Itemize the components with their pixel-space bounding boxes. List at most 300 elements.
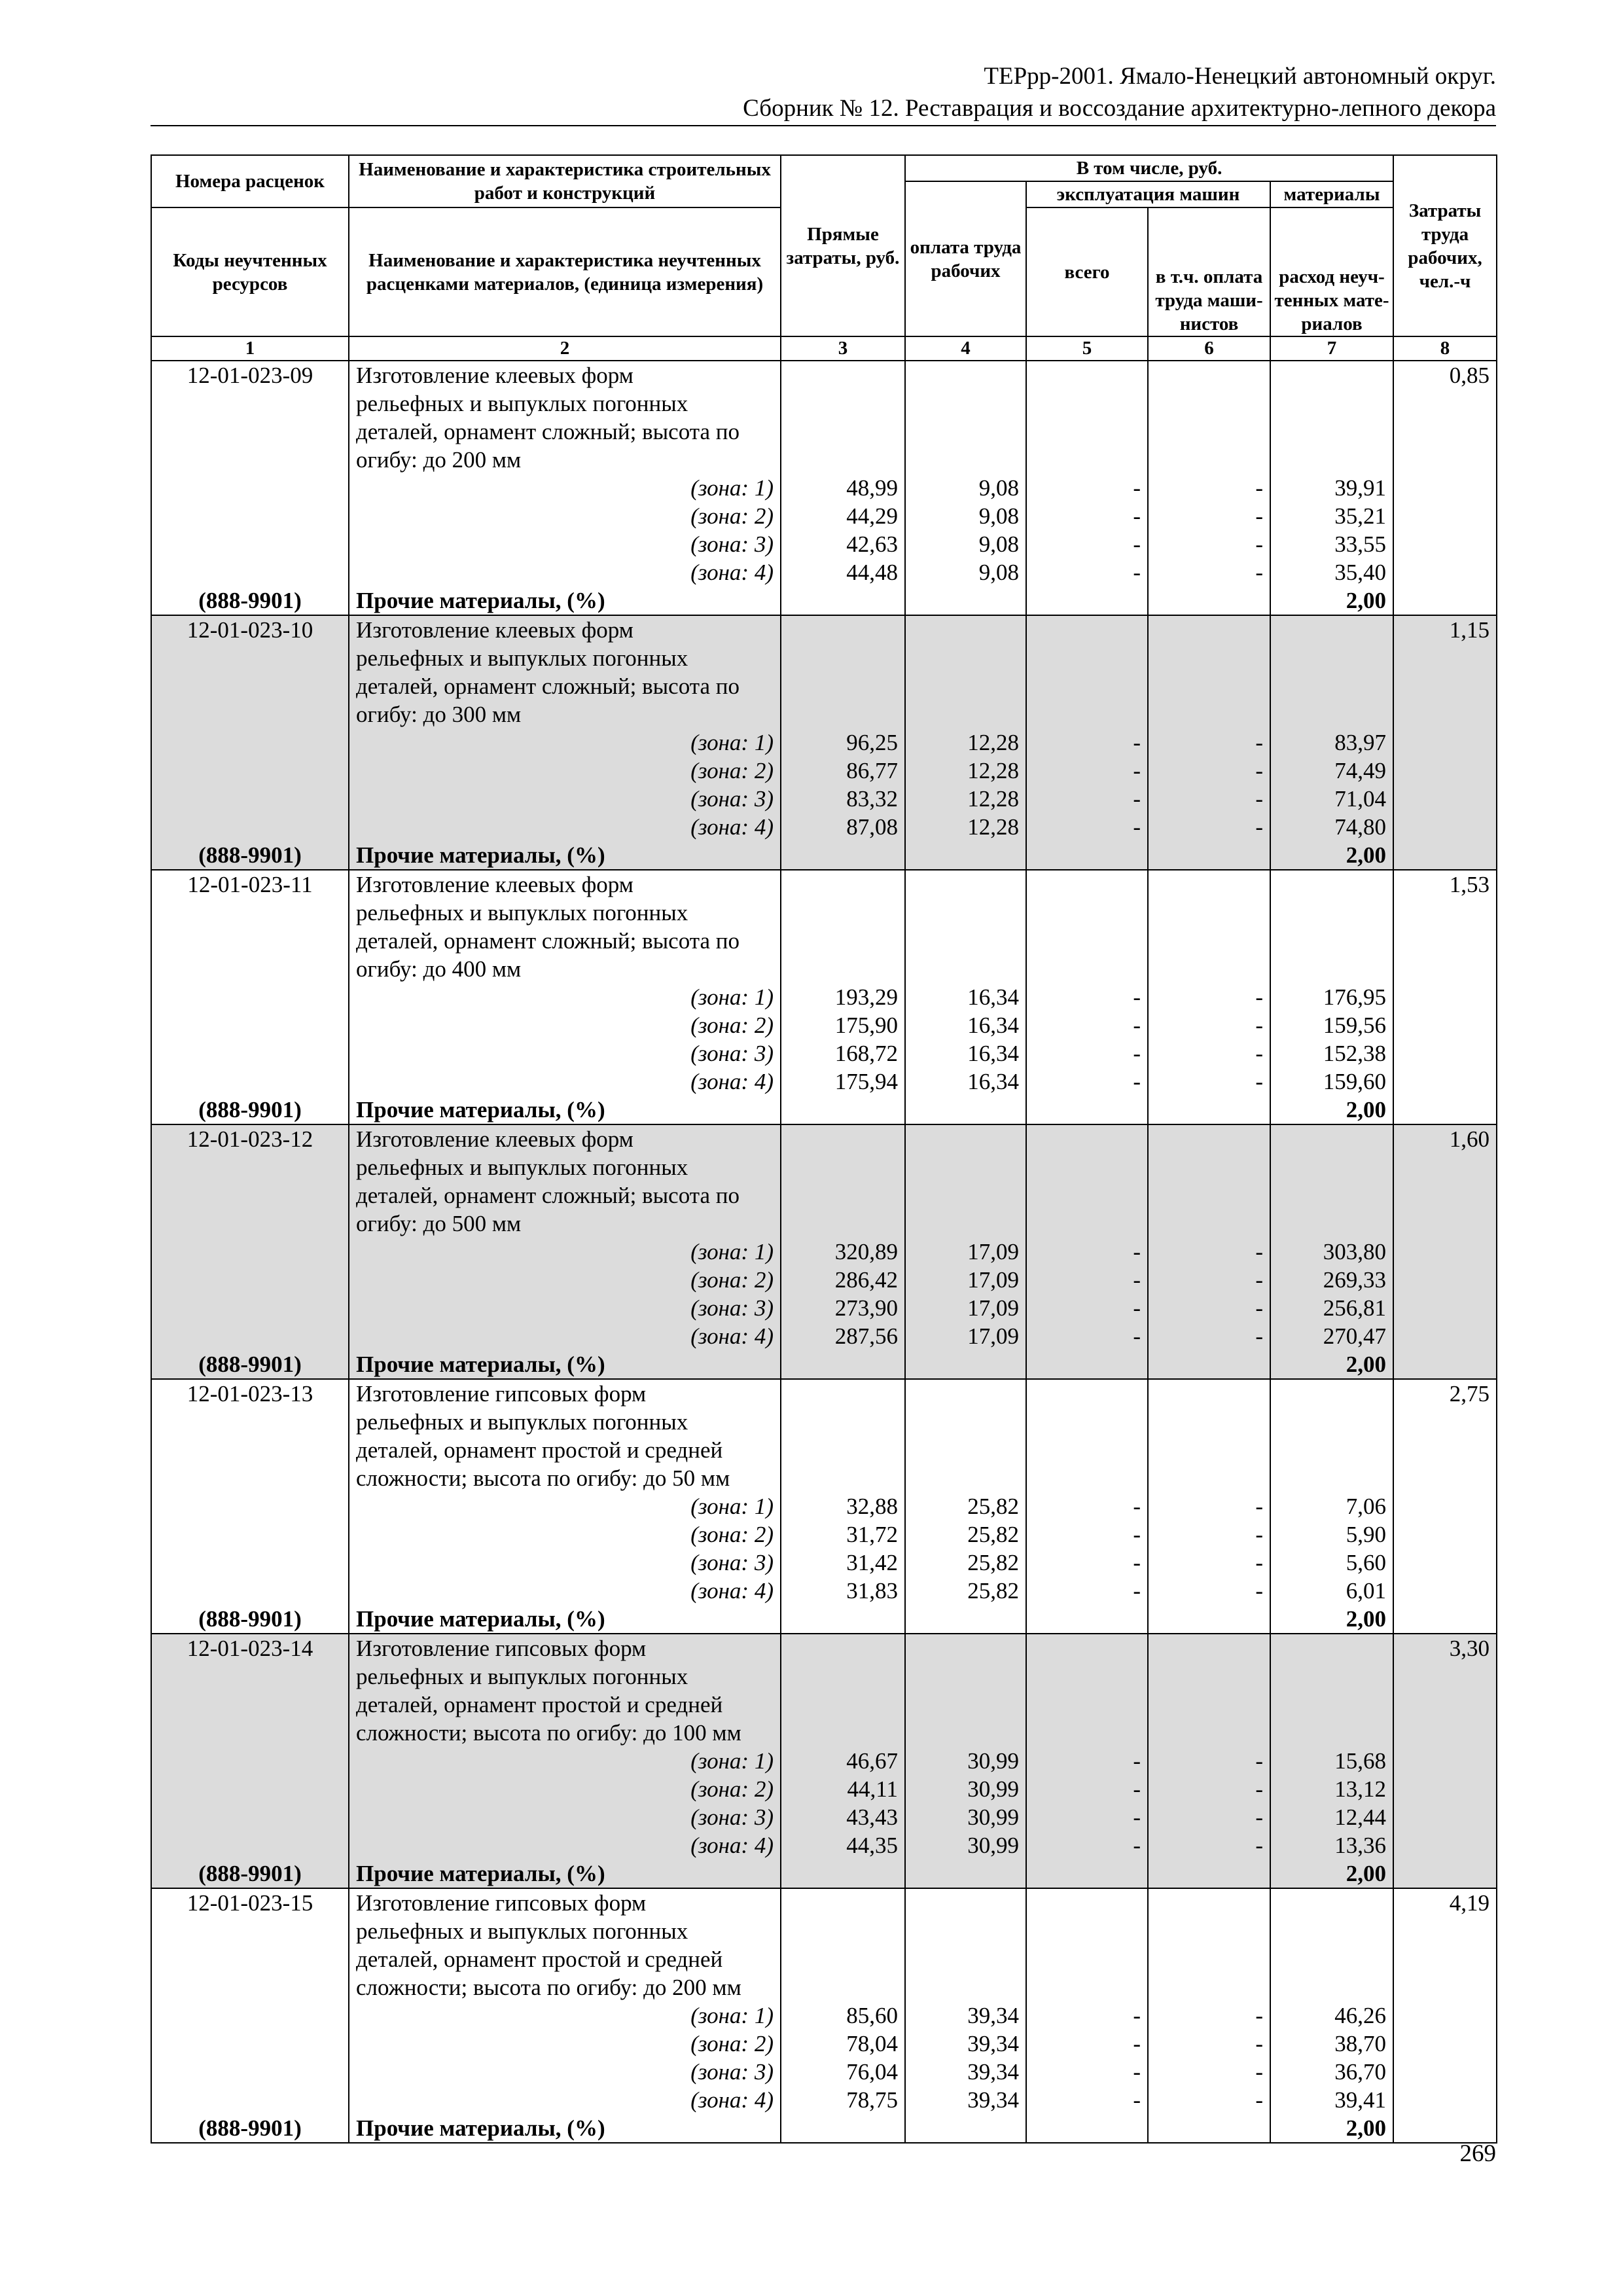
zone-row <box>151 1266 1497 1294</box>
empty-cell <box>1026 1096 1148 1124</box>
empty-cell <box>151 1039 349 1067</box>
table-row <box>151 1634 1497 1662</box>
empty-cell <box>1026 1662 1148 1691</box>
labor-pay: 39,34 <box>905 2058 1026 2086</box>
direct-costs: 44,29 <box>781 502 905 530</box>
rate-code: 12-01-023-12 <box>151 1124 349 1153</box>
resource-code: (888-9901) <box>151 1096 349 1124</box>
machinist-pay: - <box>1148 2030 1270 2058</box>
empty-cell <box>1393 1153 1497 1181</box>
column-number: 1 <box>151 336 349 361</box>
empty-cell <box>151 1577 349 1605</box>
empty-cell <box>1393 1096 1497 1124</box>
empty-cell <box>905 1210 1026 1238</box>
machinist-pay: - <box>1148 1747 1270 1775</box>
table-row <box>151 870 1497 899</box>
materials-cost: 6,01 <box>1270 1577 1393 1605</box>
direct-costs: 46,67 <box>781 1747 905 1775</box>
empty-cell <box>1270 1379 1393 1408</box>
empty-cell <box>1026 1181 1148 1210</box>
empty-cell <box>1270 1917 1393 1945</box>
table-row <box>151 955 1497 983</box>
resource-code: (888-9901) <box>151 1859 349 1888</box>
empty-cell <box>151 474 349 502</box>
empty-cell <box>151 1691 349 1719</box>
empty-cell <box>1270 955 1393 983</box>
rate-code: 12-01-023-11 <box>151 870 349 899</box>
empty-cell <box>1148 418 1270 446</box>
empty-cell <box>1393 2086 1497 2114</box>
resource-code: (888-9901) <box>151 841 349 870</box>
machinist-pay: - <box>1148 1294 1270 1322</box>
header-direct-costs: Прямые затраты, руб. <box>781 155 905 336</box>
empty-cell <box>1026 1124 1148 1153</box>
empty-cell <box>1026 1436 1148 1464</box>
direct-costs: 96,25 <box>781 728 905 757</box>
zone-row <box>151 1294 1497 1322</box>
empty-cell <box>1393 586 1497 615</box>
empty-cell <box>1148 361 1270 389</box>
zone-row <box>151 1322 1497 1350</box>
header-machines-total: всего <box>1026 207 1148 336</box>
header-resource-codes: Коды неучтенных ресурсов <box>151 207 349 336</box>
machinist-pay: - <box>1148 474 1270 502</box>
empty-cell <box>1393 1775 1497 1803</box>
machines-total: - <box>1026 1039 1148 1067</box>
empty-cell <box>781 1859 905 1888</box>
zone-label: (зона: 3) <box>349 2058 781 2086</box>
machines-total: - <box>1026 1747 1148 1775</box>
empty-cell <box>905 586 1026 615</box>
table-header <box>151 155 1497 361</box>
empty-cell <box>1393 1181 1497 1210</box>
table-row <box>151 1945 1497 1973</box>
zone-label: (зона: 3) <box>349 530 781 558</box>
labor-pay: 17,09 <box>905 1266 1026 1294</box>
direct-costs: 175,90 <box>781 1011 905 1039</box>
empty-cell <box>151 927 349 955</box>
empty-cell <box>1148 899 1270 927</box>
labor-pay: 9,08 <box>905 558 1026 586</box>
empty-cell <box>1026 899 1148 927</box>
empty-cell <box>1393 502 1497 530</box>
empty-cell <box>781 1153 905 1181</box>
empty-cell <box>1393 1945 1497 1973</box>
empty-cell <box>151 389 349 418</box>
work-description-line: рельефных и выпуклых погонных <box>349 644 781 672</box>
empty-cell <box>781 700 905 728</box>
table-row <box>151 1210 1497 1238</box>
work-description-line: Изготовление клеевых форм <box>349 870 781 899</box>
empty-cell <box>151 558 349 586</box>
empty-cell <box>151 955 349 983</box>
machines-total: - <box>1026 1266 1148 1294</box>
empty-cell <box>1393 1973 1497 2001</box>
empty-cell <box>1026 1691 1148 1719</box>
work-description-line: Изготовление гипсовых форм <box>349 1379 781 1408</box>
materials-cost: 35,40 <box>1270 558 1393 586</box>
direct-costs: 44,35 <box>781 1831 905 1859</box>
empty-cell <box>905 446 1026 474</box>
zone-label: (зона: 4) <box>349 813 781 841</box>
materials-cost: 46,26 <box>1270 2001 1393 2030</box>
empty-cell <box>905 927 1026 955</box>
resource-row <box>151 2114 1497 2143</box>
running-header <box>151 60 1496 124</box>
empty-cell <box>781 870 905 899</box>
empty-cell <box>151 1464 349 1492</box>
labor-pay: 16,34 <box>905 983 1026 1011</box>
machinist-pay: - <box>1148 1266 1270 1294</box>
machinist-pay: - <box>1148 1549 1270 1577</box>
machines-total: - <box>1026 474 1148 502</box>
labor-pay: 25,82 <box>905 1492 1026 1520</box>
empty-cell <box>151 1294 349 1322</box>
table-row <box>151 1888 1497 1917</box>
rate-code: 12-01-023-10 <box>151 615 349 644</box>
empty-cell <box>151 418 349 446</box>
table-row <box>151 615 1497 644</box>
direct-costs: 43,43 <box>781 1803 905 1831</box>
empty-cell <box>905 955 1026 983</box>
empty-cell <box>1148 2114 1270 2143</box>
empty-cell <box>905 1350 1026 1379</box>
empty-cell <box>1026 418 1148 446</box>
empty-cell <box>1148 615 1270 644</box>
labor-pay: 12,28 <box>905 813 1026 841</box>
machinist-pay: - <box>1148 757 1270 785</box>
empty-cell <box>781 1945 905 1973</box>
empty-cell <box>1393 1691 1497 1719</box>
empty-cell <box>1148 927 1270 955</box>
empty-cell <box>781 1124 905 1153</box>
empty-cell <box>151 1266 349 1294</box>
direct-costs: 31,83 <box>781 1577 905 1605</box>
empty-cell <box>905 615 1026 644</box>
zone-row <box>151 728 1497 757</box>
materials-cost: 39,41 <box>1270 2086 1393 2114</box>
machinist-pay: - <box>1148 1577 1270 1605</box>
empty-cell <box>905 841 1026 870</box>
empty-cell <box>1148 700 1270 728</box>
empty-cell <box>1393 1803 1497 1831</box>
machinist-pay: - <box>1148 1011 1270 1039</box>
table-row <box>151 700 1497 728</box>
empty-cell <box>781 586 905 615</box>
machines-total: - <box>1026 2030 1148 2058</box>
zone-label: (зона: 4) <box>349 1831 781 1859</box>
empty-cell <box>905 1719 1026 1747</box>
empty-cell <box>151 1945 349 1973</box>
resource-row <box>151 1859 1497 1888</box>
empty-cell <box>151 1803 349 1831</box>
empty-cell <box>1270 870 1393 899</box>
empty-cell <box>781 1379 905 1408</box>
resource-name: Прочие материалы, (%) <box>349 2114 781 2143</box>
materials-cost: 12,44 <box>1270 1803 1393 1831</box>
empty-cell <box>1026 1719 1148 1747</box>
empty-cell <box>1148 1181 1270 1210</box>
labor-pay: 30,99 <box>905 1775 1026 1803</box>
direct-costs: 76,04 <box>781 2058 905 2086</box>
zone-row <box>151 2086 1497 2114</box>
machines-total: - <box>1026 1011 1148 1039</box>
machinist-pay: - <box>1148 1238 1270 1266</box>
resource-value: 2,00 <box>1270 1350 1393 1379</box>
empty-cell <box>1270 1181 1393 1210</box>
materials-cost: 7,06 <box>1270 1492 1393 1520</box>
table-row <box>151 1662 1497 1691</box>
empty-cell <box>1270 1153 1393 1181</box>
column-number-row <box>151 336 1497 361</box>
machinist-pay: - <box>1148 2086 1270 2114</box>
empty-cell <box>151 1973 349 2001</box>
header-materials-usage: расход неуч-тенных мате-риалов <box>1270 207 1393 336</box>
empty-cell <box>151 1322 349 1350</box>
labor-pay: 12,28 <box>905 757 1026 785</box>
empty-cell <box>151 785 349 813</box>
header-labor-hours: Затраты труда рабочих, чел.-ч <box>1393 155 1497 336</box>
empty-cell <box>151 1775 349 1803</box>
empty-cell <box>1026 1859 1148 1888</box>
table-row <box>151 446 1497 474</box>
direct-costs: 193,29 <box>781 983 905 1011</box>
work-description-line: деталей, орнамент простой и средней <box>349 1691 781 1719</box>
empty-cell <box>781 1181 905 1210</box>
empty-cell <box>905 1662 1026 1691</box>
direct-costs: 286,42 <box>781 1266 905 1294</box>
empty-cell <box>1148 841 1270 870</box>
work-description-line: деталей, орнамент простой и средней <box>349 1945 781 1973</box>
empty-cell <box>1393 813 1497 841</box>
empty-cell <box>1393 728 1497 757</box>
table-row <box>151 1379 1497 1408</box>
header-including: В том числе, руб. <box>905 155 1393 181</box>
empty-cell <box>151 502 349 530</box>
empty-cell <box>1393 1577 1497 1605</box>
machinist-pay: - <box>1148 728 1270 757</box>
empty-cell <box>1393 2058 1497 2086</box>
empty-cell <box>781 1350 905 1379</box>
header-rule <box>151 125 1496 126</box>
empty-cell <box>1270 1464 1393 1492</box>
empty-cell <box>1393 1605 1497 1634</box>
empty-cell <box>151 1492 349 1520</box>
empty-cell <box>151 1011 349 1039</box>
zone-row <box>151 1520 1497 1549</box>
rate-code: 12-01-023-09 <box>151 361 349 389</box>
machinist-pay: - <box>1148 1803 1270 1831</box>
empty-cell <box>1393 1831 1497 1859</box>
materials-cost: 13,12 <box>1270 1775 1393 1803</box>
resource-name: Прочие материалы, (%) <box>349 586 781 615</box>
machines-total: - <box>1026 1577 1148 1605</box>
direct-costs: 48,99 <box>781 474 905 502</box>
empty-cell <box>1026 870 1148 899</box>
empty-cell <box>1026 644 1148 672</box>
zone-row <box>151 530 1497 558</box>
materials-cost: 13,36 <box>1270 1831 1393 1859</box>
work-description-line: огибу: до 400 мм <box>349 955 781 983</box>
column-number: 4 <box>905 336 1026 361</box>
empty-cell <box>1148 1096 1270 1124</box>
empty-cell <box>1148 1408 1270 1436</box>
work-description-line: деталей, орнамент сложный; высота по <box>349 1181 781 1210</box>
machinist-pay: - <box>1148 1067 1270 1096</box>
empty-cell <box>1148 1464 1270 1492</box>
machines-total: - <box>1026 757 1148 785</box>
header-materials-name: Наименование и характеристика неучтенных расценками материалов, (единица измерения) <box>349 207 781 336</box>
empty-cell <box>1026 841 1148 870</box>
empty-cell <box>1393 474 1497 502</box>
empty-cell <box>905 1124 1026 1153</box>
machines-total: - <box>1026 1803 1148 1831</box>
resource-row <box>151 841 1497 870</box>
empty-cell <box>1270 927 1393 955</box>
labor-pay: 17,09 <box>905 1238 1026 1266</box>
machines-total: - <box>1026 2001 1148 2030</box>
table-body <box>151 361 1497 2143</box>
empty-cell <box>1270 899 1393 927</box>
work-description-line: сложности; высота по огибу: до 100 мм <box>349 1719 781 1747</box>
work-description-line: рельефных и выпуклых погонных <box>349 1917 781 1945</box>
resource-row <box>151 586 1497 615</box>
empty-cell <box>781 1917 905 1945</box>
direct-costs: 86,77 <box>781 757 905 785</box>
labor-pay: 39,34 <box>905 2030 1026 2058</box>
table-row <box>151 361 1497 389</box>
labor-pay: 17,09 <box>905 1294 1026 1322</box>
empty-cell <box>1270 1408 1393 1436</box>
machinist-pay: - <box>1148 2058 1270 2086</box>
page-number: 269 <box>1459 2140 1496 2167</box>
resource-value: 2,00 <box>1270 1096 1393 1124</box>
empty-cell <box>1393 785 1497 813</box>
zone-row <box>151 502 1497 530</box>
empty-cell <box>905 418 1026 446</box>
zone-row <box>151 1831 1497 1859</box>
zone-row <box>151 1238 1497 1266</box>
zone-row <box>151 474 1497 502</box>
labor-hours: 1,60 <box>1393 1124 1497 1153</box>
empty-cell <box>781 1408 905 1436</box>
empty-cell <box>1026 446 1148 474</box>
empty-cell <box>1393 1464 1497 1492</box>
empty-cell <box>1026 1210 1148 1238</box>
zone-row <box>151 2030 1497 2058</box>
price-table <box>151 154 1497 2144</box>
empty-cell <box>1148 1719 1270 1747</box>
labor-pay: 25,82 <box>905 1520 1026 1549</box>
zone-row <box>151 1039 1497 1067</box>
materials-cost: 39,91 <box>1270 474 1393 502</box>
empty-cell <box>151 2030 349 2058</box>
empty-cell <box>1148 389 1270 418</box>
machinist-pay: - <box>1148 1492 1270 1520</box>
zone-label: (зона: 1) <box>349 474 781 502</box>
empty-cell <box>151 2086 349 2114</box>
machines-total: - <box>1026 1775 1148 1803</box>
work-description-line: Изготовление гипсовых форм <box>349 1634 781 1662</box>
materials-cost: 159,60 <box>1270 1067 1393 1096</box>
empty-cell <box>1393 1067 1497 1096</box>
table-row <box>151 1719 1497 1747</box>
work-description-line: рельефных и выпуклых погонных <box>349 1662 781 1691</box>
zone-row <box>151 1577 1497 1605</box>
machines-total: - <box>1026 1831 1148 1859</box>
empty-cell <box>905 1973 1026 2001</box>
empty-cell <box>151 700 349 728</box>
empty-cell <box>781 1973 905 2001</box>
machines-total: - <box>1026 1492 1148 1520</box>
empty-cell <box>151 1747 349 1775</box>
materials-cost: 74,49 <box>1270 757 1393 785</box>
empty-cell <box>151 1520 349 1549</box>
work-description-line: рельефных и выпуклых погонных <box>349 899 781 927</box>
machines-total: - <box>1026 502 1148 530</box>
table-row <box>151 1917 1497 1945</box>
empty-cell <box>905 672 1026 700</box>
machinist-pay: - <box>1148 558 1270 586</box>
zone-label: (зона: 2) <box>349 502 781 530</box>
machinist-pay: - <box>1148 1039 1270 1067</box>
work-description-line: огибу: до 500 мм <box>349 1210 781 1238</box>
header-line-1: ТЕРрр-2001. Ямало-Ненецкий автономный округ. <box>984 63 1496 90</box>
header-labor-pay: оплата труда рабочих <box>905 181 1026 336</box>
resource-code: (888-9901) <box>151 586 349 615</box>
empty-cell <box>151 1181 349 1210</box>
materials-cost: 35,21 <box>1270 502 1393 530</box>
work-description-line: Изготовление клеевых форм <box>349 1124 781 1153</box>
machines-total: - <box>1026 1238 1148 1266</box>
empty-cell <box>905 1436 1026 1464</box>
empty-cell <box>1393 644 1497 672</box>
machines-total: - <box>1026 728 1148 757</box>
empty-cell <box>151 1831 349 1859</box>
empty-cell <box>781 644 905 672</box>
empty-cell <box>1270 1945 1393 1973</box>
empty-cell <box>1393 1859 1497 1888</box>
empty-cell <box>1393 1039 1497 1067</box>
resource-code: (888-9901) <box>151 1350 349 1379</box>
direct-costs: 31,42 <box>781 1549 905 1577</box>
rate-code: 12-01-023-13 <box>151 1379 349 1408</box>
empty-cell <box>905 870 1026 899</box>
empty-cell <box>1393 1917 1497 1945</box>
empty-cell <box>905 361 1026 389</box>
work-description-line: рельефных и выпуклых погонных <box>349 1153 781 1181</box>
materials-cost: 152,38 <box>1270 1039 1393 1067</box>
labor-pay: 39,34 <box>905 2001 1026 2030</box>
resource-name: Прочие материалы, (%) <box>349 1859 781 1888</box>
direct-costs: 87,08 <box>781 813 905 841</box>
work-description-line: Изготовление гипсовых форм <box>349 1888 781 1917</box>
machines-total: - <box>1026 2058 1148 2086</box>
empty-cell <box>905 1605 1026 1634</box>
empty-cell <box>781 2114 905 2143</box>
resource-code: (888-9901) <box>151 1605 349 1634</box>
zone-row <box>151 2001 1497 2030</box>
empty-cell <box>1270 1662 1393 1691</box>
resource-name: Прочие материалы, (%) <box>349 1096 781 1124</box>
empty-cell <box>1270 1973 1393 2001</box>
empty-cell <box>1270 1210 1393 1238</box>
table-row <box>151 1464 1497 1492</box>
resource-value: 2,00 <box>1270 586 1393 615</box>
empty-cell <box>1148 1605 1270 1634</box>
empty-cell <box>1270 672 1393 700</box>
empty-cell <box>905 1153 1026 1181</box>
